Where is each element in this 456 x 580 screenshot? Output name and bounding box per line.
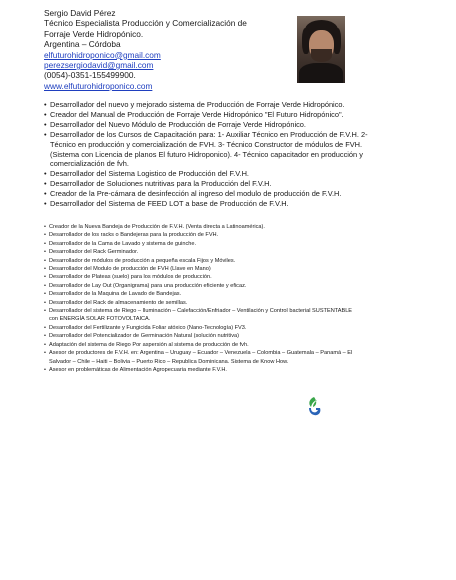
list-item: • Desarrollador de los Cursos de Capacitación para: 1- Auxiliar Técnico en Producción de F.V.H. 2- Técnico en producción y comercialización de FVH. 3- Técnico Constructor de módulos de FVH. (Sistema con Licencia de planos El futuro Hidroponico). 4- Técnico capacitador en producción y comercialización de fvh. [44,130,374,170]
email-link-1[interactable]: elfuturohidroponico@gmail.com [44,49,161,60]
list-item: • Creador de la Pre-cámara de desinfección al ingreso del modulo de producción de F.V.H. [44,189,374,199]
list-item: • Asesor en problemáticas de Alimentación Agropecuaria mediante F.V.H. [44,366,362,374]
list-item: • Desarrollador de la Maquina de Lavado de Bandejas. [44,290,362,298]
list-item: • Adaptación del sistema de Riego Por aspersión al sistema de producción de fvh. [44,341,362,349]
list-item: • Desarrollador del Sistema de FEED LOT a base de Producción de F.V.H. [44,199,374,209]
list-item: • Desarrollador del Fertilizante y Fungicida Foliar atóxico (Nano-Tecnología) FV3. [44,324,362,332]
list-item: • Desarrollador de Soluciones nutritivas para la Producción del F.V.H. [44,179,374,189]
person-location: Argentina – Córdoba [44,39,121,50]
list-item: • Desarrollador del Rack de almacenamiento de semillas. [44,299,362,307]
list-item: • Desarrollador de los racks o Bandejeras para la producción de FVH. [44,231,362,239]
list-item: • Desarrollador del Nuevo Módulo de Producción de Forraje Verde Hidropónico. [44,120,374,130]
list-item: • Creador del Manual de Producción de Forraje Verde Hidropónico "El Futuro Hidropónico". [44,110,374,120]
list-item: • Desarrollador de módulos de producción a pequeña escala Fijos y Móviles. [44,257,362,265]
list-item: • Desarrollador del nuevo y mejorado sistema de Producción de Forraje Verde Hidropónico. [44,100,374,110]
profile-photo [297,16,345,83]
list-item: • Desarrollador del Modulo de producción de FVH (Llave en Mano) [44,265,362,273]
person-name: Sergio David Pérez [44,8,116,18]
list-item: • Desarrollador del sistema de Riego – Iluminación – Calefacción/Enfriador – Ventilación y Control bacterial SUSTENTABLE con ENERGÍA SOLAR FOTOVOLTAICA. [44,307,362,324]
list-item: • Desarrollador del Sistema Logistico de Producción del F.V.H. [44,169,374,179]
list-item: • Desarrollador del Rack Germinador. [44,248,362,256]
list-item: • Desarrollador de Plateas (suelo) para los módulos de producción. [44,273,362,281]
person-title-line2: Forraje Verde Hidropónico. [44,28,144,39]
list-item: • Creador de la Nueva Bandeja de Producción de F.V.H. (Venta directa a Latinoamérica). [44,223,362,231]
list-item: • Desarrollador de la Cama de Lavado y sistema de guinche. [44,240,362,248]
website-link[interactable]: www.elfuturohidroponico.com [44,80,153,91]
contact-header [44,8,294,91]
leaf-logo-icon [305,395,323,417]
list-item: • Asesor de productores de F.V.H. en: Argentina – Uruguay – Ecuador – Venezuela – Colombia – Guatemala – Panamá – El Salvador – Chile – Haiti – Bolivia – Puerto Rico – Republica Dominicana. Sistema de Know How. [44,349,362,366]
email-link-2[interactable]: perezsergiodavid@gmail.com [44,60,154,71]
developments-list [44,223,362,374]
main-achievements-list [44,100,374,209]
person-title-line1: Técnico Especialista Producción y Comercialización de [44,18,247,29]
list-item: • Desarrollador del Potencializador de Germinación Natural (solución nutritiva) [44,332,362,340]
list-item: • Desarrollador de Lay Out (Organigrama) para una producción eficiente y eficaz. [44,282,362,290]
phone-number: (0054)-0351-155499900. [44,70,136,81]
